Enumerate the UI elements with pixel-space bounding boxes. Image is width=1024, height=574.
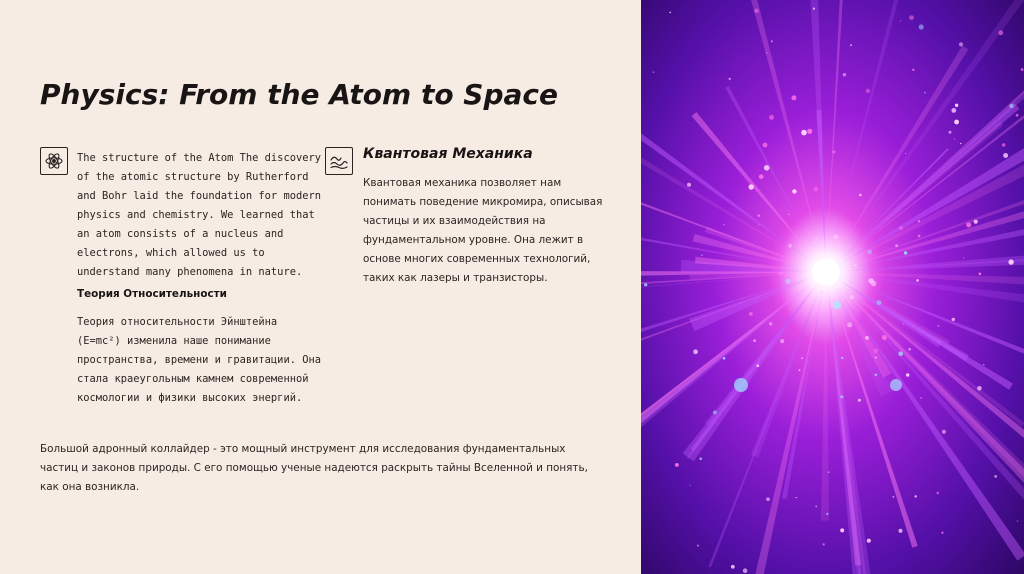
sparkle	[979, 273, 982, 276]
page-title: Physics: From the Atom to Space	[40, 78, 558, 111]
quantum-heading: Квантовая Механика	[363, 146, 533, 162]
sparkle	[955, 104, 958, 107]
sparkle	[1017, 520, 1019, 522]
sparkle	[866, 89, 870, 93]
sparkle	[952, 318, 955, 321]
cosmic-burst-image	[641, 0, 1024, 574]
sparkle	[893, 496, 895, 498]
sparkle	[915, 495, 917, 497]
relativity-heading: Теория Относительности	[77, 288, 227, 300]
sparkle	[813, 8, 815, 10]
sparkle	[653, 71, 655, 73]
sparkle	[823, 543, 825, 545]
sparkle	[867, 539, 871, 543]
sparkle	[729, 78, 731, 80]
sparkle	[792, 189, 796, 193]
sparkle	[963, 257, 964, 258]
sparkle	[690, 485, 691, 486]
sparkle	[832, 151, 835, 154]
sparkle	[815, 506, 817, 508]
sparkle	[771, 40, 773, 42]
sparkle	[951, 108, 956, 113]
sparkle	[994, 475, 997, 478]
sparkle	[1009, 104, 1013, 108]
sparkle	[701, 254, 703, 256]
sparkle	[949, 131, 952, 134]
sparkle	[900, 20, 901, 21]
sparkle	[814, 187, 819, 192]
sparkle	[713, 410, 717, 414]
sparkle	[954, 120, 959, 125]
sparkle	[796, 497, 797, 498]
sparkle	[766, 497, 770, 501]
sparkle	[937, 492, 940, 495]
sparkle	[882, 335, 887, 340]
sparkle	[960, 143, 961, 144]
sparkle	[875, 374, 877, 376]
collider-text: Большой адронный коллайдер - это мощный инструмент для исследования фундаментальных частиц и законов природы. С его помощью ученые надеются раскрыть тайны Вселенной и понять, как она возникла.	[40, 443, 588, 493]
sparkle	[912, 69, 914, 71]
sparkle	[1021, 68, 1024, 71]
sparkle	[966, 222, 971, 227]
sparkle	[974, 220, 978, 224]
sparkle	[1003, 153, 1008, 158]
sparkle	[758, 215, 760, 217]
sparkle	[909, 15, 914, 20]
sparkle	[841, 357, 843, 359]
sparkle	[998, 30, 1003, 35]
sparkle	[749, 312, 753, 316]
sparkle	[859, 194, 862, 197]
sparkle	[908, 348, 911, 351]
atom-icon	[40, 147, 68, 175]
sparkle	[924, 92, 926, 94]
sparkle	[899, 226, 903, 230]
sparkle	[840, 528, 844, 532]
sparkle	[693, 349, 698, 354]
quantum-section	[363, 174, 603, 288]
sparkle	[753, 339, 756, 342]
sparkle	[828, 472, 829, 473]
sparkle	[699, 457, 702, 460]
sparkle	[916, 279, 919, 282]
sparkle	[763, 143, 768, 148]
sparkle	[675, 463, 679, 467]
sparkle	[875, 357, 877, 359]
sparkle	[754, 9, 758, 13]
sparkle	[898, 351, 903, 356]
sparkle	[941, 532, 943, 534]
sparkle	[903, 323, 904, 324]
sparkle	[1016, 114, 1019, 117]
sparkle	[850, 44, 852, 46]
sparkle	[954, 139, 955, 140]
sparkle	[749, 184, 754, 189]
sparkle	[780, 339, 784, 343]
sparkle	[918, 220, 920, 222]
sparkle	[959, 42, 963, 46]
sparkle	[895, 244, 898, 247]
sparkle	[723, 357, 726, 360]
sparkle	[858, 399, 861, 402]
sparkle	[983, 364, 984, 365]
sparkle	[801, 130, 807, 136]
sparkle	[904, 251, 907, 254]
sparkle	[791, 95, 796, 100]
sparkle	[977, 386, 982, 391]
sparkle	[1002, 143, 1005, 146]
sparkle	[769, 322, 772, 325]
sparkle	[766, 52, 767, 53]
sparkle	[826, 513, 828, 515]
sparkle	[769, 115, 774, 120]
sparkle	[757, 364, 760, 367]
sparkle	[759, 174, 764, 179]
wave-icon	[325, 147, 353, 175]
sparkle	[865, 336, 869, 340]
sparkle	[840, 395, 843, 398]
relativity-section	[77, 313, 322, 408]
sparkle	[942, 430, 946, 434]
sparkle	[758, 224, 759, 225]
sparkle	[843, 73, 846, 76]
sparkle	[697, 545, 699, 547]
atom-text: The structure of the Atom The discovery of the atomic structure by Rutherford and Bohr laid the foundation for modern physics and chemistry. We learned that an atom consists of a nucleus and electrons, which allowed us to understand many phenomena in nature.	[77, 152, 321, 278]
sparkle	[807, 129, 812, 134]
sparkle	[644, 283, 647, 286]
sparkle	[801, 357, 803, 359]
atom-section	[77, 149, 322, 282]
cosmic-burst-illustration	[641, 0, 1024, 574]
sparkle	[731, 565, 735, 569]
sparkle	[937, 325, 939, 327]
sparkle	[874, 348, 879, 353]
sparkle	[743, 568, 748, 573]
sparkle	[906, 373, 909, 376]
sparkle	[905, 153, 906, 154]
sparkle	[764, 165, 770, 171]
sparkle	[788, 214, 789, 215]
sparkle	[799, 369, 801, 371]
sparkle	[669, 12, 671, 14]
quantum-text: Квантовая механика позволяет нам понимать поведение микромира, описывая частицы и их взаимодействия на фундаментальном уровне. Она лежит в основе многих современных технологий, таких как лазеры и транзисторы.	[363, 177, 603, 284]
sparkle	[724, 224, 725, 225]
sparkle	[920, 397, 922, 399]
sparkle	[1008, 259, 1013, 264]
sparkle	[919, 24, 924, 29]
collider-section	[40, 440, 605, 497]
sparkle	[898, 529, 902, 533]
sparkle	[918, 235, 921, 238]
relativity-text: Теория относительности Эйнштейна (E=mc²) изменила наше понимание пространства, времени и гравитации. Она стала краеугольным камнем современной космологии и физики высоких энергий.	[77, 316, 321, 404]
sparkle	[687, 183, 691, 187]
